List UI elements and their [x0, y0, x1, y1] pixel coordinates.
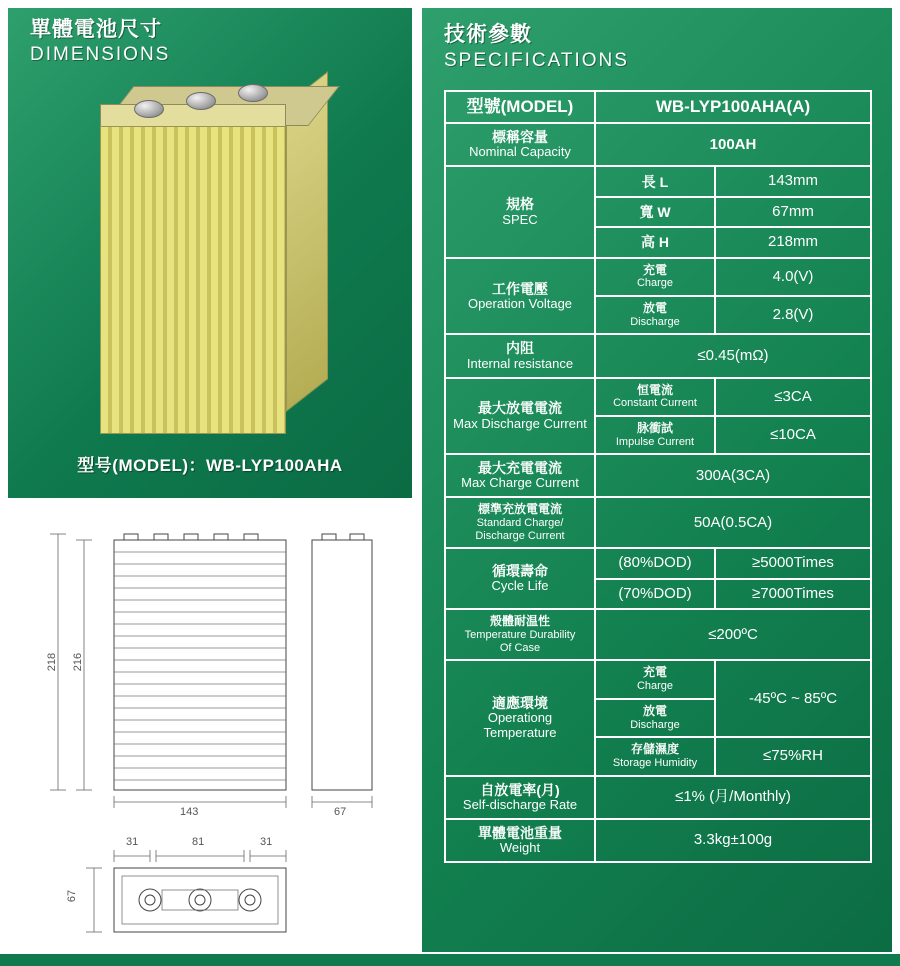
specifications-title-cn: 技術參數 — [444, 23, 532, 46]
table-row — [445, 166, 871, 196]
dim-height-inner: 216 — [72, 652, 84, 672]
table-row — [445, 497, 871, 548]
dimensions-title-en: DIMENSIONS — [30, 44, 171, 66]
table-row — [445, 378, 871, 416]
technical-drawings — [6, 506, 414, 954]
cell-operatingtemp-sub-humidity: 存儲濕度 Storage Humidity — [595, 737, 715, 775]
table-row — [445, 454, 871, 497]
cell-voltage-value-discharge: 2.8(V) — [715, 296, 871, 334]
cell-cyclelife-value-80: ≥5000Times — [715, 548, 871, 578]
cell-model-value: WB-LYP100AHA(A) — [595, 91, 871, 123]
dim-top-depth: 67 — [66, 889, 78, 903]
table-row — [445, 660, 871, 698]
cell-spec-sub-h: 高 H — [595, 227, 715, 257]
table-row — [445, 258, 871, 296]
cell-standardcurrent-value: 50A(0.5CA) — [595, 497, 871, 548]
cell-operatingtemp-sub-discharge: 放電 Discharge — [595, 699, 715, 737]
battery-terminal-icon — [134, 100, 164, 118]
cell-operatingtemp-label: 適應環境 Operationg Temperature — [445, 660, 595, 775]
cell-resistance-label: 内阻 Internal resistance — [445, 334, 595, 377]
cell-voltage-sub-discharge: 放電 Discharge — [595, 296, 715, 334]
cell-tempdurability-label: 殼體耐温性 Temperature Durability Of Case — [445, 609, 595, 660]
cell-voltage-value-charge: 4.0(V) — [715, 258, 871, 296]
cell-spec-sub-w: 寬 W — [595, 197, 715, 227]
table-row — [445, 91, 871, 123]
cell-voltage-label: 工作電壓 Operation Voltage — [445, 258, 595, 335]
battery-terminal-icon — [238, 84, 268, 102]
footer-bar — [0, 954, 900, 966]
cell-cyclelife-sub-70: (70%DOD) — [595, 579, 715, 609]
dim-top-center: 81 — [192, 836, 205, 848]
specifications-table — [444, 90, 872, 863]
cell-maxdischarge-value-constant: ≤3CA — [715, 378, 871, 416]
cell-cyclelife-sub-80: (80%DOD) — [595, 548, 715, 578]
dimensions-title-cn: 單體電池尺寸 — [30, 18, 162, 41]
cell-standardcurrent-label: 標準充放電電流 Standard Charge/ Discharge Current — [445, 497, 595, 548]
specifications-heading — [444, 18, 629, 72]
specifications-title-en: SPECIFICATIONS — [444, 50, 629, 71]
cell-weight-label: 單體電池重量 Weight — [445, 819, 595, 862]
specifications-column — [420, 6, 894, 954]
table-row — [445, 548, 871, 578]
cell-resistance-value: ≤0.45(mΩ) — [595, 334, 871, 377]
dim-top-left: 31 — [126, 836, 139, 848]
cell-weight-value: 3.3kg±100g — [595, 819, 871, 862]
cell-voltage-sub-charge: 充電 Charge — [595, 258, 715, 296]
cell-cyclelife-value-70: ≥7000Times — [715, 579, 871, 609]
cell-maxcharge-label: 最大充電電流 Max Charge Current — [445, 454, 595, 497]
table-row — [445, 776, 871, 819]
product-photo-panel — [6, 6, 414, 500]
cell-model-label: 型號(MODEL) — [445, 91, 595, 123]
table-row — [445, 609, 871, 660]
table-row — [445, 819, 871, 862]
cell-maxdischarge-value-impulse: ≤10CA — [715, 416, 871, 454]
cell-operatingtemp-value-humidity: ≤75%RH — [715, 737, 871, 775]
cell-maxdischarge-sub-constant: 恒電流 Constant Current — [595, 378, 715, 416]
battery-illustration — [100, 86, 340, 446]
dimensions-heading — [30, 18, 170, 67]
dim-width: 67 — [334, 806, 347, 818]
cell-cyclelife-label: 循環壽命 Cycle Life — [445, 548, 595, 609]
photo-model-caption: 型号(MODEL)：WB-LYP100AHA — [77, 456, 343, 475]
dimensions-column — [6, 6, 414, 954]
cell-selfdischarge-value: ≤1% (月/Monthly) — [595, 776, 871, 819]
battery-front-face — [100, 126, 286, 434]
dim-length: 143 — [180, 806, 199, 818]
table-row — [445, 334, 871, 377]
cell-selfdischarge-label: 自放電率(月) Self-discharge Rate — [445, 776, 595, 819]
cell-capacity-label: 標稱容量 Nominal Capacity — [445, 123, 595, 166]
cell-spec-sub-l: 長 L — [595, 166, 715, 196]
cell-spec-value-l: 143mm — [715, 166, 871, 196]
table-row — [445, 123, 871, 166]
cell-operatingtemp-value-range: -45ºC ~ 85ºC — [715, 660, 871, 737]
cell-operatingtemp-sub-charge: 充電 Charge — [595, 660, 715, 698]
cell-maxdischarge-sub-impulse: 脉衝試 Impulse Current — [595, 416, 715, 454]
cell-spec-label: 規格 SPEC — [445, 166, 595, 257]
cell-tempdurability-value: ≤200ºC — [595, 609, 871, 660]
cell-maxcharge-value: 300A(3CA) — [595, 454, 871, 497]
battery-terminal-icon — [186, 92, 216, 110]
dim-top-right: 31 — [260, 836, 273, 848]
cell-spec-value-w: 67mm — [715, 197, 871, 227]
cell-maxdischarge-label: 最大放電電流 Max Discharge Current — [445, 378, 595, 455]
cell-capacity-value: 100AH — [595, 123, 871, 166]
cell-spec-value-h: 218mm — [715, 227, 871, 257]
dim-height-outer: 218 — [46, 652, 58, 672]
